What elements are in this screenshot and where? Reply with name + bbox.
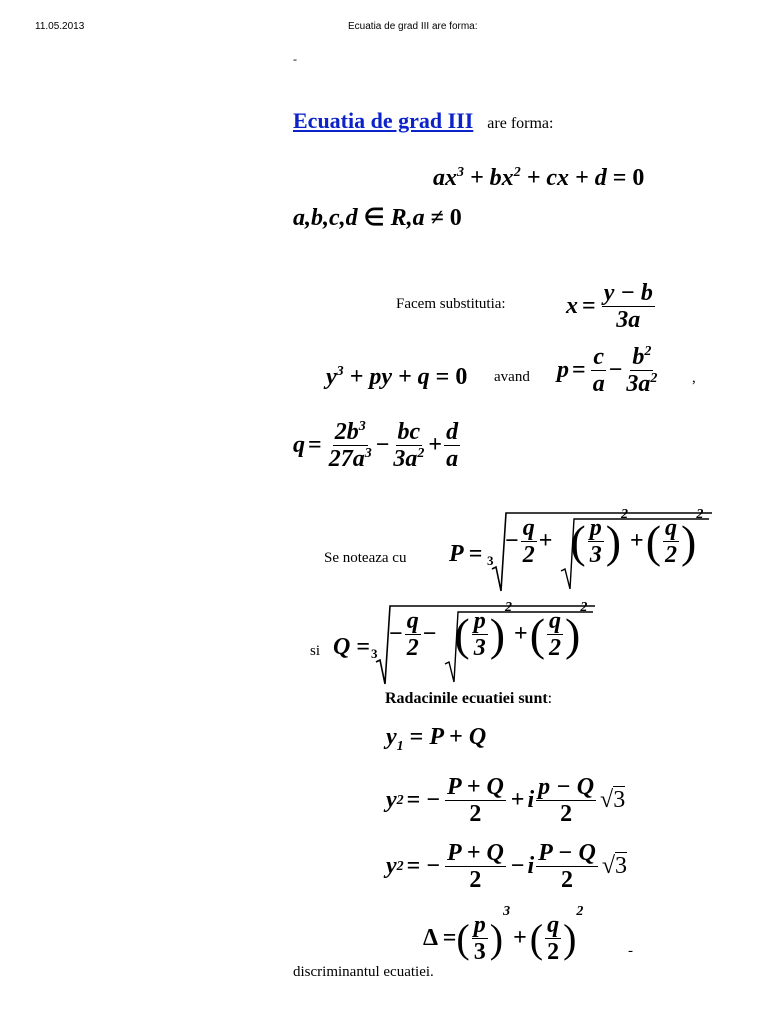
Q-inner-radical [443,600,599,684]
P-radicand: − $\frac{q}{2}$ + ( $\frac{p}{3}$ ) 2 + ( $\frac{q}{2}$ ) 2 [505,507,704,568]
intro-text: are forma: [487,115,554,132]
comma: , [692,370,696,386]
coefficient-condition: a,b,c,d ∈ R,a ≠ 0 [293,205,462,231]
general-equation: $ax^3 + bx^2$ + cx + d = 0 [433,165,645,191]
discriminant-label: discriminantul ecuatiei. [293,964,434,980]
discriminant-formula: Δ = ( $\frac{p}{3}$ ) 3 + ( $\frac{q}{2}$ ) 2 [423,904,584,965]
title-link[interactable]: Ecuatia de grad III [293,108,474,133]
intro-line [293,108,553,134]
root-y3-minus: y 2 = − $\frac{P + Q}{2}$ − i $\frac{P - Q}{2}$ √3 [386,840,627,893]
reduced-equation: $y^3$ + py + q = 0 [326,364,468,390]
root-y1: $y_1 = P + Q$ [386,724,487,754]
substitution-formula: x = $\frac{y - b}{3a}$ [566,280,653,333]
svg-text:3: 3 [487,553,494,568]
roots-heading: Radacinile ecuatiei sunt: [385,690,553,707]
dash-after-discriminant: - [628,943,633,959]
P-inner-sum: ( $\frac{p}{3}$ ) 2 + ( $\frac{q}{2}$ ) 2 [570,507,704,568]
avand-label: avand [494,369,530,385]
Q-symbol: Q = [333,634,371,660]
P-inner-radical [559,507,715,591]
dash-mark: - [293,52,297,66]
Q-radicand: − $\frac{q}{2}$ − ( $\frac{p}{3}$ ) 2 + ( $\frac{q}{2}$ ) 2 [389,600,588,661]
p-formula: p = $\frac{c}{a}$ − $\frac{b^2}{3a^2}$ [557,344,658,397]
notation-label: Se noteaza cu [324,550,407,566]
header-title: Ecuatia de grad III are forma: [348,21,478,32]
P-symbol: P = [449,541,483,567]
substitution-label: Facem substitutia: [396,296,506,312]
svg-text:3: 3 [371,646,378,661]
header-date: 11.05.2013 [35,21,85,32]
Q-inner-sum: ( $\frac{p}{3}$ ) 2 + ( $\frac{q}{2}$ ) 2 [454,600,588,661]
q-formula: q = $\frac{2b^3}{27a^3}$ − $\frac{bc}{3a^2}$ + $\frac{d}{a}$ [293,419,459,472]
root-y2-plus: y 2 = − $\frac{P + Q}{2}$ + i $\frac{p - Q}{2}$ √3 [386,774,626,827]
si-label: si [310,643,321,659]
